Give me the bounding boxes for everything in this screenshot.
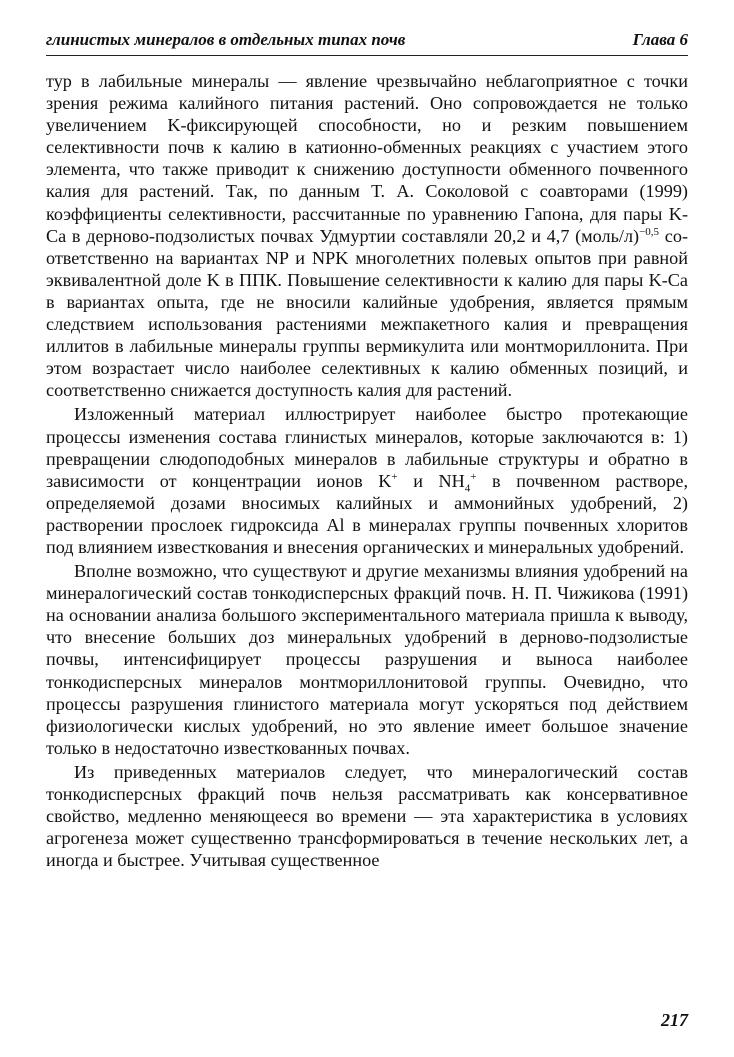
ion-subscript: 4 xyxy=(464,482,471,495)
paragraph-1-part-b: соответственно на вариантах NP и NPK многолетних полевых опытов при равной эквивалентной доле K в ППК. Повышение селективности к калию для пары K-Ca в вариантах опыта, где не вносили калийные удобрения, является прямым следствием использования растениями межпакетного калия и превращения иллитов в лабильные минералы группы вермикулита или монтмориллонита. При этом возрастает число наиболее селективных к калию обменных позиций, и соответственно снижается доступность калия для растений. xyxy=(46,225,688,401)
paragraph-4: Из приведенных материалов следует, что минералогический состав тонкодисперсных фракций почв нельзя рассматривать как консервативное свойство, медленно меняющееся во времени — эта характеристика в условиях агрогенеза может существенно трансформироваться в течение нескольких лет, а иногда и быстрее. Учитывая существенное xyxy=(46,761,688,871)
paragraph-2-part-a: Изложенный материал иллюстрирует наиболее быстро протекающие процессы изменения состава глинистых минералов, которые заключаются в: 1) превращении слюдоподобных минералов в лабильные структуры и обратно в зависимости от концентрации ионов K xyxy=(46,404,688,491)
paragraph-2-mid: и NH xyxy=(397,470,465,491)
running-title: глинистых минералов в отдельных типах почв xyxy=(46,30,406,49)
ion-charge: + xyxy=(391,470,398,483)
page-number: 217 xyxy=(661,1010,688,1030)
running-header xyxy=(46,30,688,56)
paragraph-1-part-a: тур в лабильные минералы — явление чрезвычайно неблагоприятное с точки зрения режима калийного питания растений. Оно сопровождается не только увеличением K-фиксирующей способности, но и резким повышением селективности почв к калию в катионно-обменных реакциях с участием этого элемента, что также приводит к снижению доступности обменного почвенного калия для растений. Так, по данным Т. А. Соколовой с соавторами (1999) коэффициенты селективности, рассчитанные по уравнению Гапона, для пары K-Ca в дерново-подзолистых почвах Удмуртии составляли 20,2 и 4,7 (моль/л) xyxy=(46,71,688,246)
paragraph-2 xyxy=(46,403,688,558)
exponent: −0,5 xyxy=(639,225,660,238)
chapter-label: Глава 6 xyxy=(632,30,688,49)
ion-charge-2: + xyxy=(470,470,477,483)
document-page xyxy=(46,30,688,1030)
paragraph-3: Вполне возможно, что существуют и другие механизмы влияния удобрений на минералогический состав тонкодисперсных фракций почв. Н. П. Чижикова (1991) на основании анализа большого экспериментального материала пришла к выводу, что внесение больших доз минеральных удобрений в дерново-подзолистые почвы, интенсифицирует процессы разрушения и выноса наиболее тонкодисперсных минералов монтмориллонитовой группы. Очевидно, что процессы разрушения глинистого материала могут ускоряться под действием физиологически кислых удобрений, но это явление имеет большое значение только в недостаточно известкованных почвах. xyxy=(46,561,688,758)
body-text xyxy=(46,70,688,871)
paragraph-1 xyxy=(46,70,688,401)
paragraph-2-part-b: в почвенном растворе, определяемой дозами вносимых калийных и аммонийных удобрений, 2) растворении прослоек гидроксида Al в минералах группы почвенных хлоритов под влиянием известкования и внесения органических и минеральных удобрений. xyxy=(46,470,688,557)
